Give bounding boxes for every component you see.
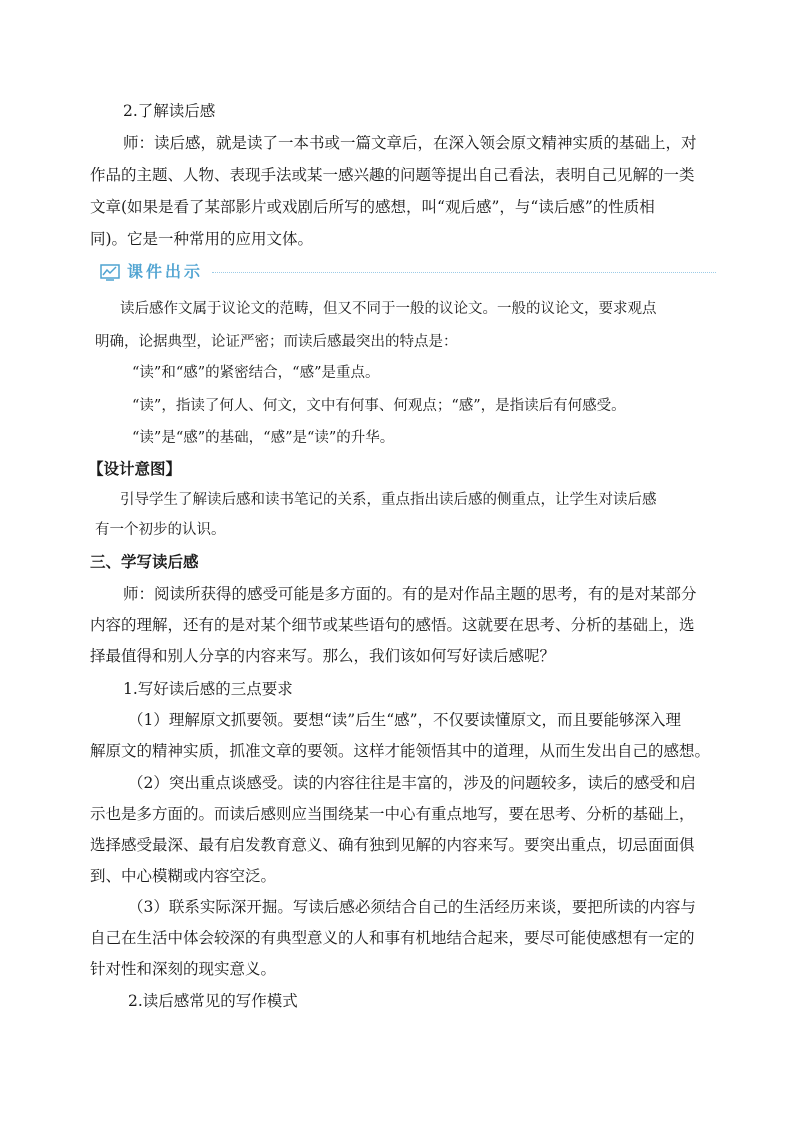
subheading-understand: 2.了解读后感 bbox=[123, 102, 216, 120]
paragraph-line: 解原文的精神实质，抓准文章的要领。这样才能领悟其中的道理，从而生发出自己的感想。 bbox=[90, 742, 711, 760]
paragraph-line: 选择感受最深、最有启发教育意义、确有独到见解的内容来写。要突出重点，切忌面面俱 bbox=[90, 836, 695, 854]
slide-line: “读”，指读了何人、何文，文中有何事、何观点；“感”，是指读后有何感受。 bbox=[132, 398, 626, 414]
paragraph-line: 同)。它是一种常用的应用文体。 bbox=[90, 230, 314, 248]
paragraph-line: 作品的主题、人物、表现手法或某一感兴趣的问题等提出自己看法，表明自己见解的一类 bbox=[90, 166, 695, 184]
paragraph-line: 自己在生活中体会较深的有典型意义的人和事有机地结合起来，要尽可能使感想有一定的 bbox=[90, 929, 695, 947]
paragraph-line: （2）突出重点谈感受。读的内容往往是丰富的，涉及的问题较多，读后的感受和启 bbox=[128, 774, 696, 792]
section-heading: 三、学写读后感 bbox=[90, 552, 199, 571]
paragraph-line: （1）理解原文抓要领。要想“读”后生“感”，不仅要读懂原文，而且要能够深入理 bbox=[128, 711, 682, 729]
slide-line: 明确，论据典型，论证严密；而读后感最突出的特点是： bbox=[95, 334, 458, 350]
paragraph-line: 内容的理解，还有的是对某个细节或某些语句的感悟。这就要在思考、分析的基础上，选 bbox=[90, 616, 695, 634]
subheading-requirements: 1.写好读后感的三点要求 bbox=[123, 680, 293, 698]
paragraph-line: 针对性和深刻的现实意义。 bbox=[90, 960, 277, 978]
subheading-patterns: 2.读后感常见的写作模式 bbox=[128, 992, 298, 1010]
slide-line: “读”和“感”的紧密结合，“感”是重点。 bbox=[132, 365, 380, 381]
chart-line-icon bbox=[100, 264, 120, 281]
design-intent-line: 有一个初步的认识。 bbox=[95, 522, 226, 538]
dotted-divider bbox=[212, 272, 716, 273]
paragraph-line: 师：阅读所获得的感受可能是多方面的。有的是对作品主题的思考，有的是对某部分 bbox=[123, 585, 697, 603]
paragraph-line: 择最值得和别人分享的内容来写。那么，我们该如何写好读后感呢？ bbox=[90, 647, 556, 665]
paragraph-line: 文章(如果是看了某部影片或戏剧后所写的感想，叫“观后感”，与“读后感”的性质相 bbox=[90, 198, 655, 216]
design-intent-heading: 【设计意图】 bbox=[88, 459, 182, 478]
slide-line: 读后感作文属于议论文的范畴，但又不同于一般的议论文。一般的议论文，要求观点 bbox=[120, 301, 657, 317]
slide-banner bbox=[100, 258, 716, 288]
paragraph-line: （3）联系实际深开掘。写读后感必须结合自己的生活经历来谈，要把所读的内容与 bbox=[128, 898, 696, 916]
design-intent-line: 引导学生了解读后感和读书笔记的关系，重点指出读后感的侧重点，让学生对读后感 bbox=[120, 492, 657, 508]
slide-line: “读”是“感”的基础，“感”是“读”的升华。 bbox=[132, 430, 395, 446]
paragraph-line: 到、中心模糊或内容空泛。 bbox=[90, 867, 277, 885]
paragraph-line: 师：读后感，就是读了一本书或一篇文章后，在深入领会原文精神实质的基础上，对 bbox=[123, 134, 697, 152]
banner-title: 课件出示 bbox=[127, 262, 204, 281]
paragraph-line: 示也是多方面的。而读后感则应当围绕某一中心有重点地写，要在思考、分析的基础上， bbox=[90, 805, 695, 823]
